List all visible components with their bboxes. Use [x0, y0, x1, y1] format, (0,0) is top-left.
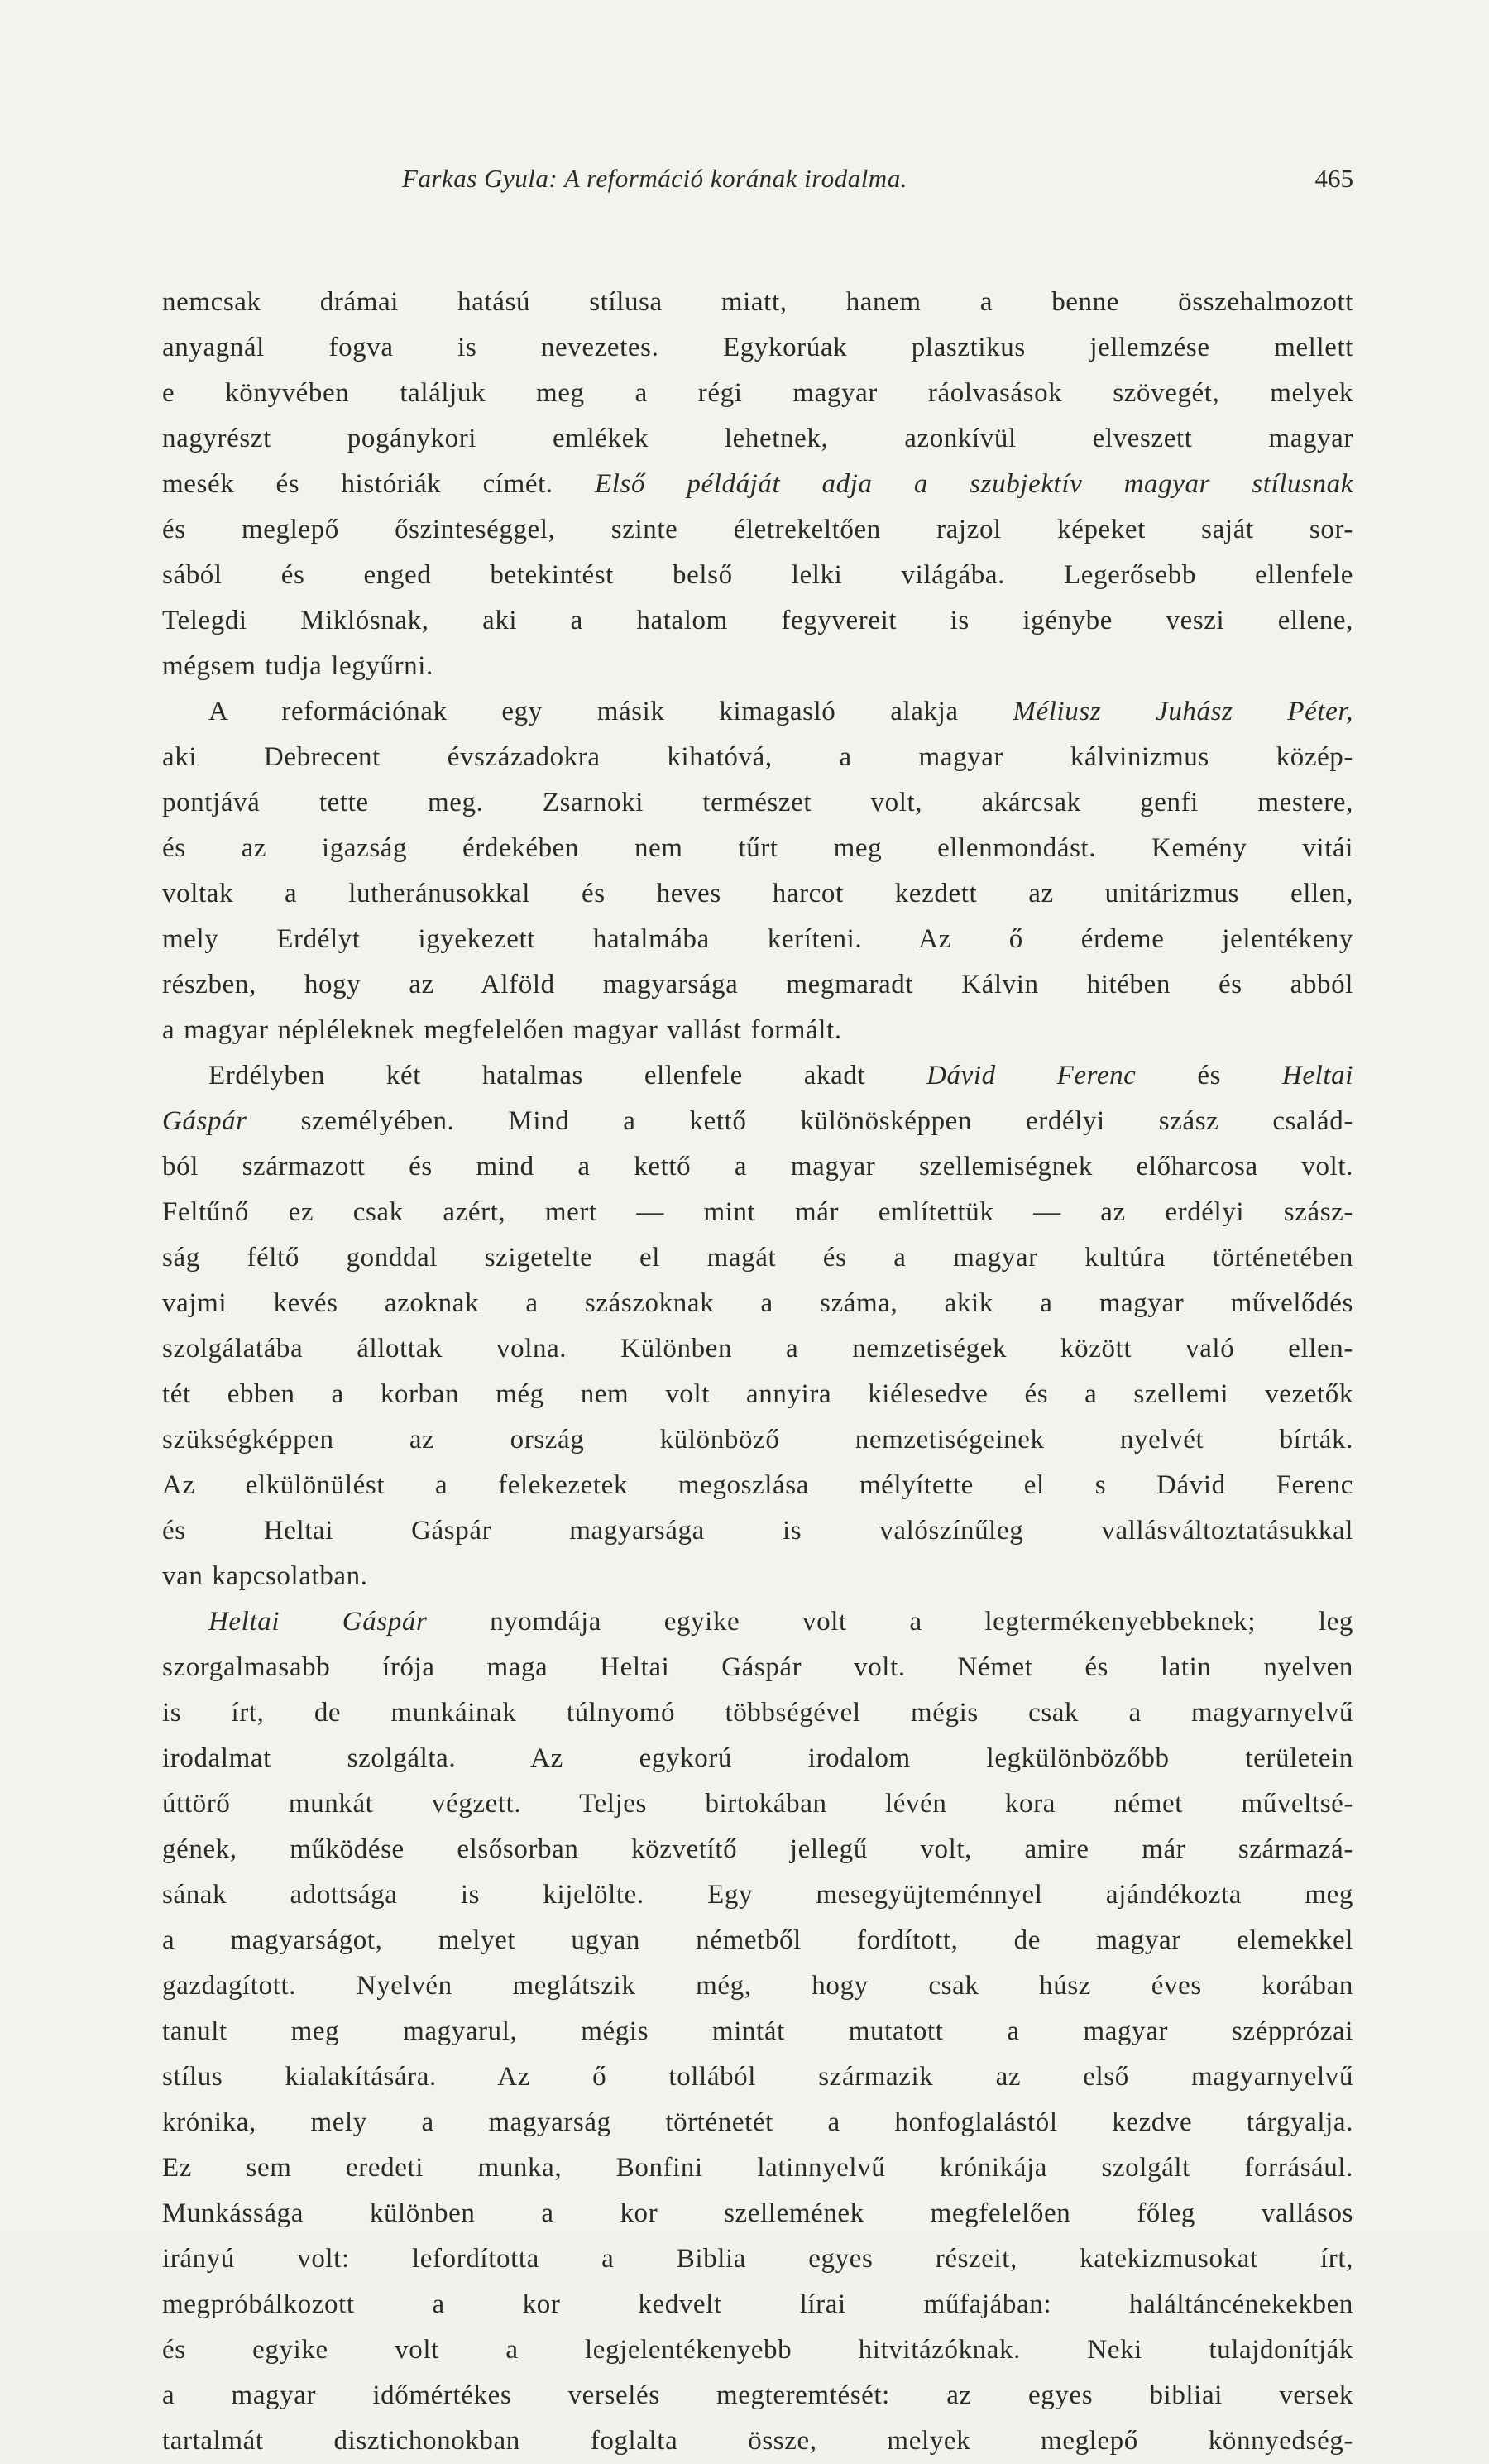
text-line — [162, 371, 1353, 416]
italic-segment: Heltai Gáspár — [208, 1607, 428, 1637]
text-segment: tanult meg magyarul, mégis mintát mutatott a magyar szépprózai — [162, 2016, 1353, 2046]
text-line — [162, 2282, 1353, 2327]
text-segment: részben, hogy az Alföld magyarsága megmaradt Kálvin hitében és abból — [162, 970, 1353, 1000]
text-segment: irányú volt: lefordította a Biblia egyes részeit, katekizmusokat írt, — [162, 2244, 1353, 2274]
text-line — [162, 1326, 1353, 1372]
text-segment: voltak a lutheránusokkal és heves harcot kezdett az unitárizmus ellen, — [162, 879, 1353, 908]
text-segment: Feltűnő ez csak azért, mert — mint már említettük — az erdélyi szász- — [162, 1197, 1353, 1227]
text-segment: ság féltő gonddal szigetelte el magát és a magyar kultúra történetében — [162, 1243, 1353, 1273]
text-segment: megpróbálkozott a kor kedvelt lírai műfajában: haláltáncénekekben — [162, 2289, 1353, 2319]
text-segment: szolgálatába állottak volna. Különben a nemzetiségek között való ellen- — [162, 1334, 1353, 1364]
text-segment: mégsem tudja legyűrni. — [162, 651, 433, 681]
text-segment: aki Debrecent évszázadokra kihatóvá, a magyar kálvinizmus közép- — [162, 742, 1353, 772]
text-line — [162, 1918, 1353, 1963]
italic-segment: Gáspár — [162, 1106, 247, 1136]
text-line — [162, 1281, 1353, 1326]
text-segment: mely Erdélyt igyekezett hatalmába keríteni. Az ő érdeme jelentékeny — [162, 924, 1353, 954]
text-segment: A reformációnak egy másik kimagasló alakja — [208, 697, 1013, 726]
text-segment: úttörő munkát végzett. Teljes birtokában lévén kora német műveltsé- — [162, 1789, 1353, 1819]
text-line — [162, 780, 1353, 826]
text-line — [162, 1053, 1353, 1099]
text-segment: és — [1136, 1061, 1282, 1091]
text-line — [162, 507, 1353, 553]
text-line — [162, 826, 1353, 871]
text-segment: nyomdája egyike volt a legtermékenyebbeknek; leg — [427, 1607, 1353, 1637]
text-segment: sának adottsága is kijelölte. Egy mesegyüjteménnyel ajándékozta meg — [162, 1880, 1353, 1910]
text-line — [162, 1008, 1353, 1053]
text-segment: pontjává tette meg. Zsarnoki természet volt, akárcsak genfi mestere, — [162, 788, 1353, 817]
text-line — [162, 1872, 1353, 1918]
text-line — [162, 2009, 1353, 2054]
text-line — [162, 2100, 1353, 2145]
text-segment: gének, működése elsősorban közvetítő jellegű volt, amire már származá- — [162, 1834, 1353, 1864]
text-segment: van kapcsolatban. — [162, 1561, 368, 1591]
text-line — [162, 1508, 1353, 1554]
text-line — [162, 2054, 1353, 2100]
text-segment: nemcsak drámai hatású stílusa miatt, hanem a benne összehalmozott — [162, 287, 1353, 317]
text-segment: e könyvében találjuk meg a régi magyar ráolvasások szövegét, melyek — [162, 378, 1353, 408]
text-line — [162, 1099, 1353, 1144]
text-segment: és az igazság érdekében nem tűrt meg ellenmondást. Kemény vitái — [162, 833, 1353, 863]
text-line — [162, 1463, 1353, 1508]
text-line — [162, 598, 1353, 644]
italic-segment: Dávid Ferenc — [926, 1061, 1137, 1091]
text-line — [162, 1372, 1353, 1417]
text-segment: Az elkülönülést a felekezetek megoszlása mélyítette el s Dávid Ferenc — [162, 1470, 1353, 1500]
text-line — [162, 917, 1353, 962]
text-segment: a magyar időmértékes verselés megteremtését: az egyes bibliai versek — [162, 2380, 1353, 2410]
text-segment: nagyrészt pogánykori emlékek lehetnek, azonkívül elveszett magyar — [162, 424, 1353, 453]
text-line — [162, 962, 1353, 1008]
text-line — [162, 1599, 1353, 1645]
italic-segment: Első példáját adja a szubjektív magyar stílusnak — [595, 469, 1353, 499]
text-line — [162, 1781, 1353, 1827]
text-line — [162, 735, 1353, 780]
text-line — [162, 1645, 1353, 1690]
text-segment: tartalmát disztichonokban foglalta össze, melyek meglepő könnyedség- — [162, 2426, 1353, 2456]
italic-segment: Méliusz Juhász Péter, — [1013, 697, 1353, 726]
text-line — [162, 416, 1353, 462]
text-line — [162, 280, 1353, 325]
text-segment: Erdélyben két hatalmas ellenfele akadt — [208, 1061, 927, 1091]
body-text — [162, 280, 1353, 2464]
italic-segment: Heltai — [1281, 1061, 1353, 1091]
text-line — [162, 1417, 1353, 1463]
text-segment: anyagnál fogva is nevezetes. Egykorúak plasztikus jellemzése mellett — [162, 333, 1353, 362]
text-segment: szükségképpen az ország különböző nemzetiségeinek nyelvét bírták. — [162, 1425, 1353, 1455]
text-line — [162, 1827, 1353, 1872]
text-line — [162, 1963, 1353, 2009]
text-segment: ból származott és mind a kettő a magyar szellemiségnek előharcosa volt. — [162, 1152, 1353, 1182]
text-segment: a magyarságot, melyet ugyan németből fordított, de magyar elemekkel — [162, 1925, 1353, 1955]
page-number: 465 — [1314, 164, 1353, 193]
text-line — [162, 1190, 1353, 1235]
text-line — [162, 1690, 1353, 1736]
text-segment: sából és enged betekintést belső lelki világába. Legerősebb ellenfele — [162, 560, 1353, 590]
text-segment: és meglepő őszinteséggel, szinte életrekeltően rajzol képeket saját sor- — [162, 515, 1353, 544]
text-line — [162, 644, 1353, 689]
running-head: Farkas Gyula: A reformáció korának irodalma. — [402, 164, 907, 193]
text-line — [162, 1235, 1353, 1281]
text-segment: is írt, de munkáinak túlnyomó többségével mégis csak a magyarnyelvű — [162, 1698, 1353, 1728]
text-segment: stílus kialakítására. Az ő tollából származik az első magyarnyelvű — [162, 2062, 1353, 2092]
text-line — [162, 325, 1353, 371]
text-line — [162, 1554, 1353, 1599]
text-segment: mesék és históriák címét. — [162, 469, 596, 499]
text-segment: Munkássága különben a kor szellemének megfelelően főleg vallásos — [162, 2198, 1353, 2228]
text-line — [162, 2418, 1353, 2464]
text-segment: és egyike volt a legjelentékenyebb hitvitázóknak. Neki tulajdonítják — [162, 2335, 1353, 2365]
text-line — [162, 462, 1353, 507]
text-segment: szorgalmasabb írója maga Heltai Gáspár volt. Német és latin nyelven — [162, 1652, 1353, 1682]
text-line — [162, 1144, 1353, 1190]
text-segment: és Heltai Gáspár magyarsága is valószínűleg vallásváltoztatásukkal — [162, 1516, 1353, 1546]
text-segment: a magyar népléleknek megfelelően magyar vallást formált. — [162, 1015, 842, 1045]
text-line — [162, 2327, 1353, 2373]
text-segment: krónika, mely a magyarság történetét a honfoglalástól kezdve tárgyalja. — [162, 2107, 1353, 2137]
text-segment: vajmi kevés azoknak a szászoknak a száma, akik a magyar művelődés — [162, 1288, 1353, 1318]
text-line — [162, 1736, 1353, 1781]
text-segment: gazdagított. Nyelvén meglátszik még, hogy csak húsz éves korában — [162, 1971, 1353, 2001]
page-header — [162, 164, 1353, 204]
text-segment: tét ebben a korban még nem volt annyira kiélesedve és a szellemi vezetők — [162, 1379, 1353, 1409]
text-line — [162, 689, 1353, 735]
text-segment: személyében. Mind a kettő különösképpen erdélyi szász család- — [247, 1106, 1353, 1136]
text-line — [162, 2236, 1353, 2282]
text-segment: irodalmat szolgálta. Az egykorú irodalom legkülönbözőbb területein — [162, 1743, 1353, 1773]
text-segment: Telegdi Miklósnak, aki a hatalom fegyvereit is igénybe veszi ellene, — [162, 606, 1353, 635]
text-line — [162, 871, 1353, 917]
text-line — [162, 2191, 1353, 2236]
text-segment: Ez sem eredeti munka, Bonfini latinnyelvű krónikája szolgált forrásául. — [162, 2153, 1353, 2183]
text-line — [162, 2145, 1353, 2191]
text-line — [162, 553, 1353, 598]
text-line — [162, 2373, 1353, 2418]
